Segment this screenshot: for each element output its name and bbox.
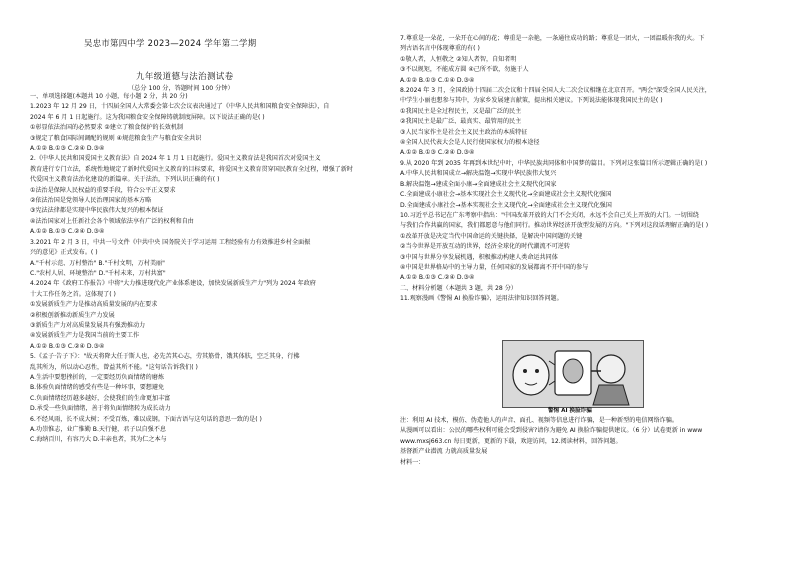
- question-line: 3.2021 年 2 月 3 日，中共一号文件《中共中央 国务院关于学习运用 工程经验有力有效推进乡村全面振: [30, 238, 311, 246]
- text-line: 注：利用 AI 技术，模仿、伪造他人的声音、面孔、视频等信息进行诈骗，是一种新型的电信网络诈骗。: [400, 417, 678, 424]
- question-line: ①法治是保障人民权益的重要手段，符合公平正义要求: [30, 186, 176, 194]
- question-line: A.①② B.①③ C.①④ D.③④: [400, 76, 475, 84]
- question-line: 一、单项选择题(本题共 10 小题，每小题 2 分，共 20 分): [30, 93, 188, 100]
- question-line: ②依法治国是党领导人民治理国家的基本方略: [30, 197, 152, 205]
- question-line: 5.《孟子·告子下》："故天将降大任于斯人也，必先苦其心志，劳其筋骨，饿其体肤，空乏其身，行拂: [30, 353, 300, 361]
- question-line: ①改革开放是决定当代中国命运的关键抉择，是解决中国问题的关键: [400, 232, 583, 240]
- question-line: A.①② B.①③ C.②④ D.③④: [30, 342, 105, 350]
- question-line: C."农村人居、环境整治" D."千村未来，万村共富": [30, 269, 166, 277]
- cartoon-drawing: [503, 341, 643, 407]
- school-header: 吴忠市第四中学 2023—2024 学年第二学期: [84, 38, 257, 48]
- question-line: C.负面情绪经历越多越好，会使我们的生命更加丰富: [30, 394, 171, 402]
- question-line: 与我们合作共赢的国家，我们都愿意与他们同行。推动世界经济开放型发展的方向。"下列对这段话理解正确的是( ): [400, 222, 709, 230]
- question-line: 4.2024 年《政府工作报告》中将"大力推进现代化产业体系建设，加快发展新质生产力"列为 2024 年政府: [30, 280, 316, 288]
- question-line: ④全国人民代表大会是人民行使国家权力的根本途径: [400, 139, 540, 147]
- question-line: C.海纳百川，有容乃大 D.丰亲也者，其为仁之本与: [30, 436, 167, 444]
- question-line: 列古语名言中体现尊重的有( ): [400, 45, 480, 53]
- bottom-section: [400, 416, 772, 468]
- question-line: A."千村示范、万村整治" B."千村文明，万村美丽": [30, 259, 165, 267]
- question-line: 11.观察漫画《警惕 AI 换脸诈骗》，运用法律知识回答问题。: [400, 295, 563, 303]
- text-line: 从漫画可以看出：公民的哪些权利可能会受到侵害?请你为避免 AI 换脸诈骗提供建议。（6 分）试卷更新 in www: [400, 427, 703, 435]
- question-line: ①敬人者，人恒敬之 ②知人者智，自知者明: [400, 55, 517, 63]
- cartoon-caption: 警惕 AI 换脸诈骗: [548, 408, 592, 414]
- question-line: D.全面建成小康社会→基本实现社会主义现代化→全面建成社会主义现代化强国: [400, 201, 612, 209]
- question-line: ①彰显依法治国的必然要求 ②建立了粮食保护的长效机制: [30, 124, 184, 132]
- question-line: 9.从 2020 年到 2035 年再到本世纪中叶，中华民族共同体和中国梦的篇目。下列对这张篇目所示逻辑正确的是( ): [400, 159, 708, 167]
- question-line: 2.《中华人民共和国爱国主义教育法》自 2024 年 1 月 1 日起施行。爱国主义教育法是我国首次对爱国主义: [30, 155, 321, 163]
- question-line: 1.2023 年 12 月 29 日，十四届全国人大常委会第七次会议表决通过了《中华人民共和国粮食安全保障法》，自: [30, 103, 330, 111]
- question-line: A.中华人民共和国成立→解决温饱→实现中华民族伟大复兴: [400, 170, 557, 178]
- question-line: ②当今世界是开放互动的世界，经济全球化的时代潮流不可逆转: [400, 243, 570, 251]
- cartoon-image: [502, 340, 644, 408]
- question-line: ④中国是世界格局中的主导力量，任何国家的发展都离不开中国的参与: [400, 263, 589, 271]
- question-line: D.承受一些负面情绪，善于将负面情绪转为成长动力: [30, 405, 171, 413]
- question-line: ①我国民主是全过程民主，又是最广泛的民主: [400, 107, 522, 115]
- question-line: ①发展新质生产力是推动高质量发展的内在要求: [30, 301, 158, 309]
- question-line: A.生活中要想挫折的，一定要经历负面情绪的磨炼: [30, 373, 164, 381]
- question-line: 中学生小丽也想参与其中，为家乡发展建言献策，提出相关建议。下列说法能体现我国民主的是( ): [400, 97, 663, 105]
- right-column: [400, 34, 772, 305]
- text-line: 材料一：: [400, 458, 425, 466]
- exam-info: （总分 100 分，答题时间 100 分钟）: [128, 85, 234, 92]
- question-line: A.①② B.①③ C.②④ D.③④: [400, 149, 475, 157]
- question-line: A.①② B.①③ C.②④ D.③④: [30, 228, 105, 236]
- question-line: ③人民当家作主是社会主义民主政治的本质特征: [400, 128, 528, 136]
- question-line: 乱其所为，所以动心忍性，曾益其所不能。"这句话告诉我们( ): [30, 363, 198, 371]
- question-line: A.功崇惟志，业广惟勤 B.天行健，君子以自强不息: [30, 426, 166, 433]
- question-line: 代爱国主义教育法治化建设的新篇章。关于法治，下列认识正确的有( ): [30, 176, 220, 184]
- question-line: B.解决温饱→建成全面小康→全面建成社会主义现代化国家: [400, 180, 557, 188]
- question-line: 教育进行专门立法，系统性地规定了新时代爱国主义教育的目标要求，将爱国主义教育贯穿国民教育全过程，增强了新时: [30, 165, 353, 173]
- question-line: 8.2024 年 3 月，全国政协十四届二次会议和十四届全国人大二次会议相继在北京召开。"两会"深受全国人民关注，: [400, 87, 711, 95]
- left-column: [30, 92, 388, 446]
- question-line: 2024 年 6 月 1 日起施行。这为我国粮食安全保障铸就制度屏障。以下说法正确的是( ): [30, 113, 265, 121]
- question-line: ②积极创新推动新质生产力发展: [30, 311, 115, 319]
- question-line: ③宪法法律都是实现中华民族伟大复兴的根本保证: [30, 207, 164, 215]
- question-line: 10.习近平总书记在广东考察中指出："中国改革开放的大门不会关闭，永远不会自己关上开放的大门。一切围绕: [400, 211, 699, 219]
- question-line: ④法治国家对上任新社会各个领域依法享有广泛的权利和自由: [30, 217, 194, 225]
- question-line: A.①② B.①③ C.②④ D.③④: [400, 274, 475, 282]
- question-line: 7.尊重是一朵花，一朵开在心间的花；尊重是一杂艳，一条通往成功的路；尊重是一团火，一团温暖你我的火。下: [400, 35, 705, 42]
- question-line: C.全面建成小康社会→基本实现社会主义现代化→全面建成社会主义现代化强国: [400, 191, 612, 199]
- question-line: ③规定了粮食国际间调配的规则 ④规范粮食生产与粮食安全共识: [30, 134, 202, 142]
- text-line: www.mxsj663.cn 每日更新，更新的下载，欢迎访问，12.阅读材料，回答问题。: [400, 437, 622, 445]
- question-line: ②我国民主是最广泛、最真实、最管用的民主: [400, 118, 522, 126]
- question-line: B.体验负面情绪的感受有些是一种坏事，要想避免: [30, 384, 165, 392]
- question-line: ③中国与世界分享发展机遇，积极推动构建人类命运共同体: [400, 253, 558, 261]
- question-line: 6.不经风雨，长不成大树；不受百炼，难以成钢。下面古语与这句话的意思一致的是( ): [30, 415, 262, 423]
- question-line: 十大工作任务之首。这体现了( ): [30, 290, 116, 298]
- question-line: ③不以规矩，不能成方圆 ④己所不欲，勿施于人: [400, 66, 529, 74]
- question-line: 二、材料分析题（本题共 3 题，共 28 分）: [400, 284, 517, 292]
- question-line: ④发展新质生产力是我国当前的主要工作: [30, 332, 140, 340]
- question-line: A.①② B.①③ C.②④ D.③④: [30, 145, 105, 153]
- exam-title: 九年级道德与法治测试卷: [136, 71, 234, 81]
- question-line: ③新质生产力对高质量发展具有强劲推动力: [30, 321, 146, 329]
- text-line: 基督新产业潜流 力就高质量发展: [400, 448, 488, 456]
- question-line: 兴的意见》正式发布。( ): [30, 249, 98, 257]
